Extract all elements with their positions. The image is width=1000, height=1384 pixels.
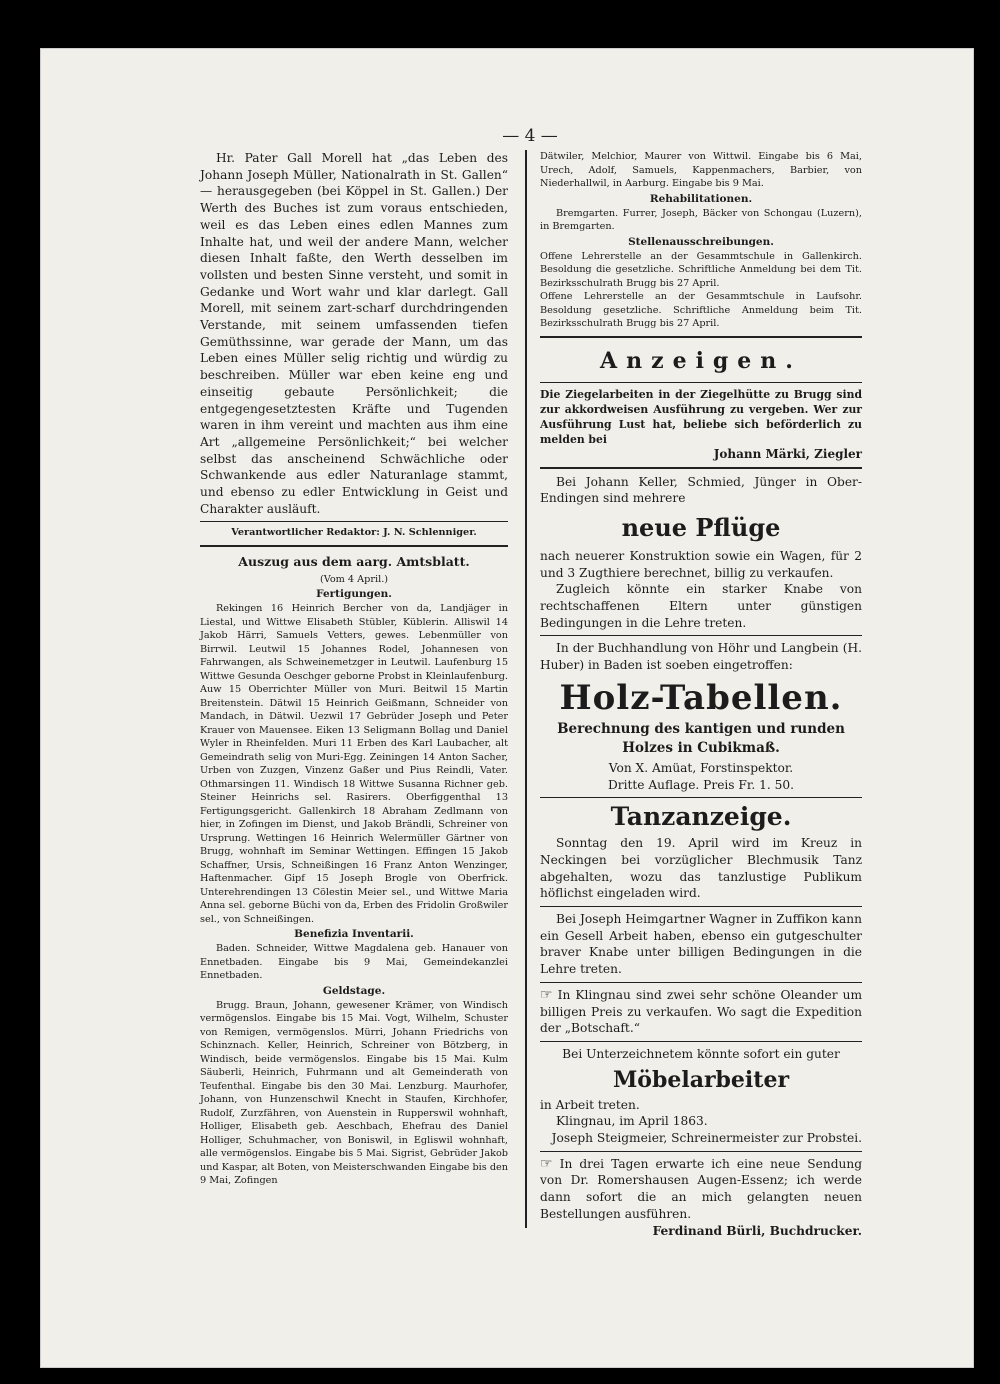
fertigungen-text: Rekingen 16 Heinrich Bercher von da, Landjäger in Liestal, und Wittwe Elisabeth Stübler, Küblerin. Alliswil 14 Jakob Härri, Samuels Vetters, gewes. Lebenmüller von Birrwil. Leutwil 15 Johannes Rodel, Johannesen von Fahrwangen, als Schweinemetzger in Leutwil. Laufenburg 15 Wittwe Gesunda Oeschger geborne Probst in Kleinlaufenburg. Auw 15 Oberrichter Müller von Muri. Beitwil 15 Martin Breitenstein. Dätwil 15 Heinrich Geißmann, Schneider von Mandach, in Dätwil. Uezwil 17 Gebrüder Joseph und Peter Krauer von Mauensee. Eiken 13 Seligmann Bollag und Daniel Wyler in Rheinfelden. Muri 11 Erben des Karl Laubacher, alt Gemeindrath selig von Muri-Egg. Zeiningen 14 Anton Sacher, Urben von Zuzgen, Vinzenz Gaßer und Pius Reindli, Vater. Othmarsingen 11. Windisch 18 Wittwe Susanna Richner geb. Steiner Heinrichs sel. Rasirers. Oberfiggenthal 13 Fertigungsgericht. Gallenkirch 18 Abraham Zedlmann von hier, in Zofingen im Dienst, und Jakob Brändli, Schreiner von Ursprung. Wettingen 16 Heinrich Welermüller Gärtner von Brugg, wohnhaft im Seminar Wettingen. Effingen 15 Jakob Schaffner, Ursis, Schneißingen 16 Franz Anton Wenzinger, Haftenmacher. Gipf 15 Joseph Brogle von Oberfrick. Unterehrendingen 13 Cölestin Meier sel., und Wittwe Maria Anna sel. geborne Büchi von da, Erben des Fridolin Großwiler sel., von Schneißingen. <box>200 603 508 925</box>
rehab-text: Bremgarten. Furrer, Joseph, Bäcker von Schongau (Luzern), in Bremgarten. <box>540 207 862 232</box>
keller-body-2: Zugleich könnte ein starker Knabe von rechtschaffenen Eltern unter günstigen Bedingungen in die Lehre treten. <box>540 582 862 630</box>
ziegel-ad: Die Ziegelarbeiten in der Ziegelhütte zu Brugg sind zur akkordweisen Ausführung zu vergeben. Wer zur Ausführung Lust hat, beliebe sich beförderlich zu melden bei <box>540 387 862 446</box>
moebel-intro: Bei Unterzeichnetem könnte sofort ein guter <box>562 1046 840 1061</box>
divider <box>540 635 862 636</box>
benefizia-text: Baden. Schneider, Wittwe Magdalena geb. Hanauer von Ennetbaden. Eingabe bis 9 Mai, Gemeindekanzlei Ennetbaden. <box>200 943 508 982</box>
divider <box>540 1041 862 1042</box>
amtsblatt-title: Auszug aus dem aarg. Amtsblatt. <box>238 553 470 569</box>
divider <box>540 1151 862 1152</box>
anzeigen-heading: Anzeigen. <box>600 347 802 374</box>
divider <box>540 382 862 383</box>
fertigungen-heading: Fertigungen. <box>316 588 392 601</box>
moebel-place: Klingnau, im April 1863. <box>556 1114 708 1129</box>
oleander-ad: In Klingnau sind zwei sehr schöne Oleander um billigen Preis zu verkaufen. Wo sagt die Expedition der „Botschaft.“ <box>540 987 863 1036</box>
benefizia-heading: Benefizia Inventarii. <box>294 928 414 941</box>
stellen-heading: Stellenausschreibungen. <box>628 235 774 248</box>
pfluege-title: neue Pflüge <box>621 512 781 542</box>
pointing-hand-icon: ☞ <box>540 986 553 1003</box>
keller-body: nach neuerer Konstruktion sowie ein Wagen, für 2 und 3 Zugthiere berechnet, billig zu verkaufen. <box>540 548 862 580</box>
tanz-body: Sonntag den 19. April wird im Kreuz in Neckingen bei vorzüglicher Blechmusik Tanz abgehalten, wozu das tanzlustige Publikum höflichst eingeladen wird. <box>540 836 862 901</box>
pointing-hand-icon: ☞ <box>540 1155 553 1172</box>
ziegel-signature: Johann Märki, Ziegler <box>713 446 862 461</box>
holz-title: Holz-Tabellen. <box>559 677 843 718</box>
divider <box>540 797 862 798</box>
holz-subtitle: Berechnung des kantigen und runden Holzes in Cubikmaß. <box>557 720 845 756</box>
geldstage-heading: Geldstage. <box>322 984 386 997</box>
keller-intro: Bei Johann Keller, Schmied, Jünger in Ober-Endingen sind mehrere <box>540 474 862 506</box>
column-divider <box>525 150 527 1228</box>
amtsblatt-date: (Vom 4 April.) <box>319 573 389 585</box>
stellen-text-2: Offene Lehrerstelle an der Gesammtschule in Laufsohr. Besoldung gesetzliche. Schriftliche Anmeldung beim Tit. Bezirksschulrath Brugg bis 27 April. <box>540 291 862 329</box>
divider <box>200 545 508 547</box>
augen-ad: In drei Tagen erwarte ich eine neue Sendung von Dr. Romershausen Augen-Essenz; ich werde dann sofort die an mich gelangten neuen Bestellungen ausführen. <box>540 1156 862 1221</box>
moebel-title: Möbelarbeiter <box>612 1066 790 1093</box>
rehab-heading: Rehabilitationen. <box>649 192 753 205</box>
buch-intro: In der Buchhandlung von Höhr und Langbein (H. Huber) in Baden ist soeben eingetroffen: <box>540 641 862 673</box>
augen-signature: Ferdinand Bürli, Buchdrucker. <box>652 1223 862 1238</box>
divider <box>200 521 508 522</box>
heimgartner-ad: Bei Joseph Heimgartner Wagner in Zuffikon kann ein Gesell Arbeit haben, ebenso ein gutgeschulter braver Knabe unter billigen Bedingungen in die Lehre treten. <box>540 912 862 977</box>
divider <box>540 906 862 907</box>
stellen-text-1: Offene Lehrerstelle an der Gesammtschule in Gallenkirch. Besoldung die gesetzliche. Schriftliche Anmeldung bei dem Tit. Bezirksschulrath Brugg bis 27 April. <box>540 250 862 289</box>
holz-price: Dritte Auflage. Preis Fr. 1. 50. <box>607 777 795 792</box>
divider <box>540 982 862 983</box>
right-column <box>540 150 862 1239</box>
divider <box>540 336 862 338</box>
page-number: — 4 — <box>502 126 558 146</box>
left-column <box>200 150 508 1188</box>
moebel-body: in Arbeit treten. <box>540 1097 640 1112</box>
geldstage-text: Brugg. Braun, Johann, gewesener Krämer, von Windisch vermögenslos. Eingabe bis 15 Mai. Vogt, Wilhelm, Schuster von Remigen, vermögenslos. Mürri, Johann Friedrichs von Schinznach. Keller, Heinrich, Schreiner von Bötzberg, in Windisch, beide vermögenslos. Eingabe bis 15 Mai. Kulm Säuberli, Heinrich, Fuhrmann und alt Gemeinderath von Teufenthal. Eingabe bis den 30 Mai. Lenzburg. Maurhofer, Johann, von Hunzenschwil Knecht in Staufen, Kirchhofer, Rudolf, Zurzfähren, von Auenstein in Rupperswil wohnhaft, Holliger, Elisabeth geb. Aeschbach, Ehefrau des Daniel Holliger, Schuhmacher, von Boniswil, in Egliswil wohnhaft, alle vermögenslos. Eingabe bis 5 Mai. Sigrist, Gebrüder Jakob und Kaspar, alt Boten, von Meisterschwanden Eingabe bis den 9 Mai, Zofingen <box>200 999 508 1187</box>
book-review-article: Hr. Pater Gall Morell hat „das Leben des Johann Joseph Müller, Nationalrath in St. Gallen“ — herausgegeben (bei Köppel in St. Gallen.) Der Werth des Buches ist zum voraus entschieden, weil es das Leben eines edlen Mannes zum Inhalte hat, und weil der andere Mann, welcher diesen Inhalt faßte, den Werth desselben im vollsten und besten Sinne versteht, und somit in Gedanke und Wort wahr und klar darlegt. Gall Morell, mit seinem zart-scharf durchdringenden Verstande, mit seinem umfassenden tiefen Gemüthssinne, war gerade der Mann, um das Leben eines Müller selig richtig und würdig zu beschreiben. Müller war eben keine eng und einseitig gebaute Persönlichkeit; die entgegengesetztesten Kräfte und Tugenden waren in ihm vereint und machten aus ihm eine Art „allgemeine Persönlichkeit;“ bei welcher selbst das anscheinend Schwächliche oder Schwankende aus edler Naturanlage stammt, und ebenso zu edler Entwicklung in Geist und Charakter ausläuft. <box>200 151 508 516</box>
tanz-title: Tanzanzeige. <box>610 802 792 832</box>
divider <box>540 467 862 469</box>
holz-author: Von X. Amüat, Forstinspektor. <box>608 760 794 775</box>
geldstage-continued: Dätwiler, Melchior, Maurer von Wittwil. Eingabe bis 6 Mai, Urech, Adolf, Samuels, Kappenmachers, Barbier, von Niederhallwil, in Aarburg. Eingabe bis 9 Mai. <box>540 151 862 189</box>
editor-line: Verantwortlicher Redaktor: J. N. Schlenniger. <box>231 527 477 539</box>
moebel-signature: Joseph Steigmeier, Schreinermeister zur Probstei. <box>551 1131 862 1146</box>
